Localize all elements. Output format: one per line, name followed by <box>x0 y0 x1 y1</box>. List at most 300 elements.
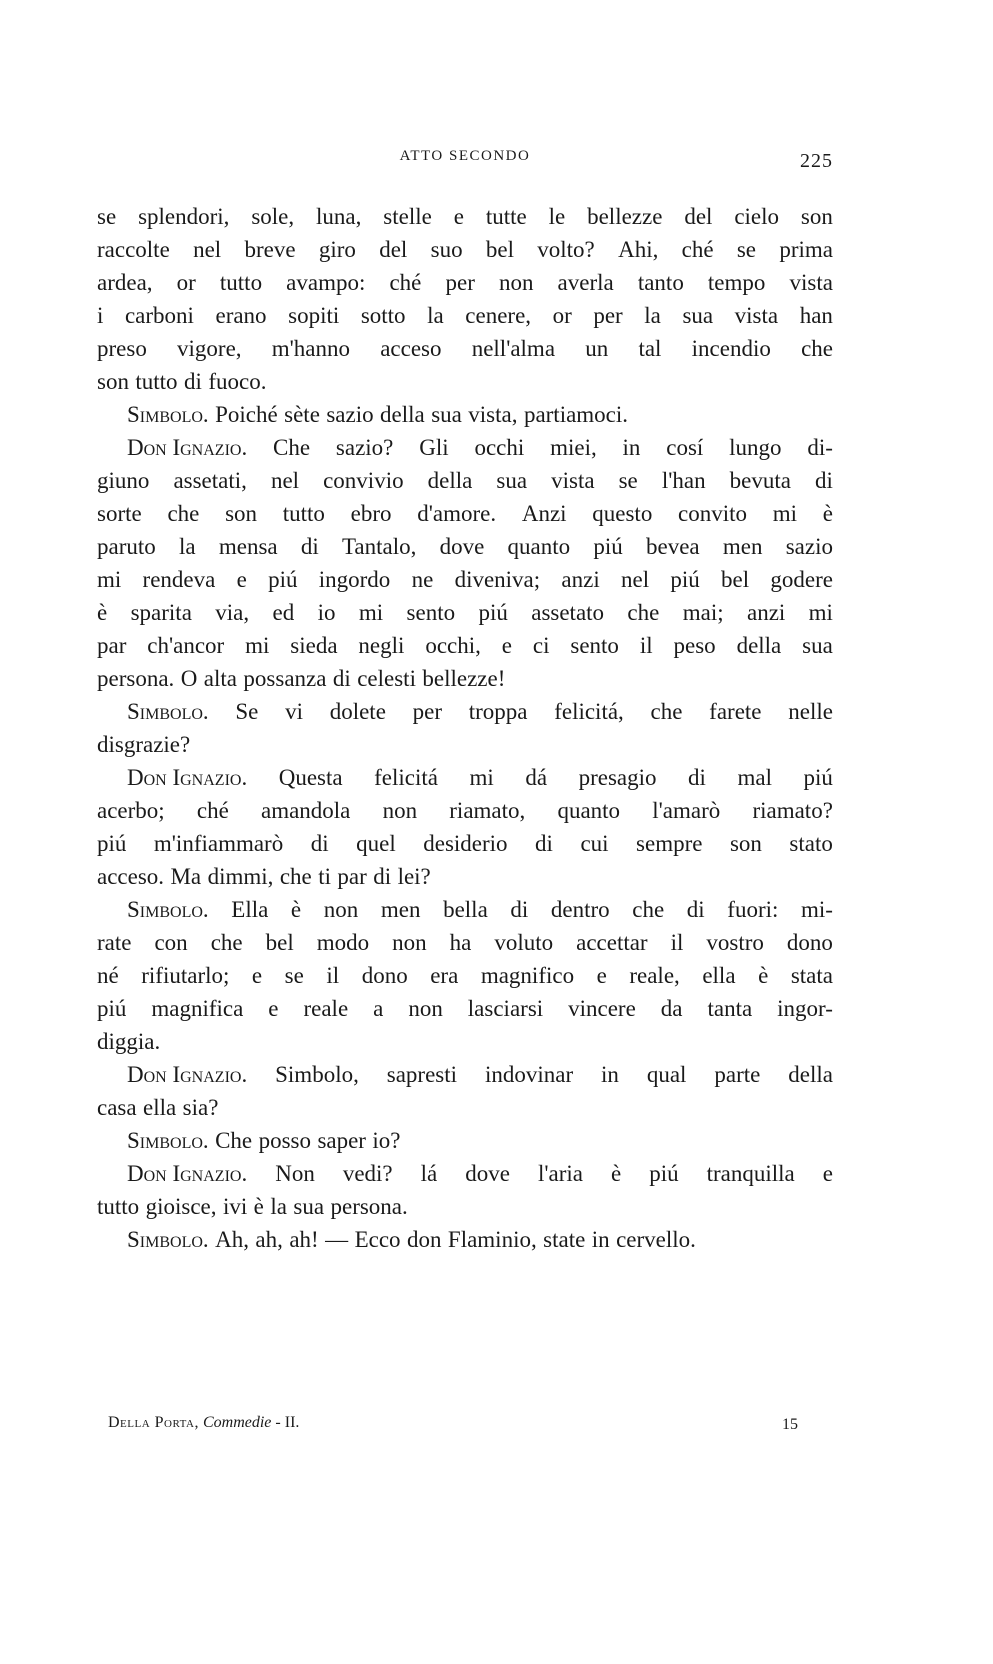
word: vedi? <box>342 1161 393 1186</box>
text-line <box>97 299 833 332</box>
word: era <box>430 963 459 988</box>
word: lungo <box>729 435 782 460</box>
word: Che <box>273 435 311 460</box>
word: sorte <box>97 501 142 526</box>
word: don <box>406 1227 442 1252</box>
word: e <box>596 963 607 988</box>
text-line <box>97 266 833 299</box>
text-line <box>97 464 833 497</box>
word: Ecco <box>354 1227 401 1252</box>
word: son <box>729 831 762 856</box>
word: questo <box>592 501 653 526</box>
word: dove <box>439 534 485 559</box>
word: nel <box>270 468 300 493</box>
word: non <box>323 897 359 922</box>
word: avampo: <box>286 270 366 295</box>
word: occhi, <box>425 633 481 658</box>
word: lasciarsi <box>467 996 544 1021</box>
word: lei? <box>397 864 431 889</box>
word: e <box>501 633 512 658</box>
word: vista <box>789 270 833 295</box>
word: il <box>326 963 340 988</box>
word: men <box>722 534 763 559</box>
word: da <box>660 996 683 1021</box>
text-line <box>97 200 833 233</box>
word: ti <box>318 864 331 889</box>
word: la <box>644 303 661 328</box>
text-line <box>97 992 833 1025</box>
word: un <box>585 336 609 361</box>
word: mi <box>358 600 384 625</box>
text-line <box>97 728 833 761</box>
speaker-name: Don Ignazio. <box>127 1161 248 1186</box>
word: il <box>670 930 684 955</box>
word: dono <box>786 930 833 955</box>
word: modo <box>316 930 370 955</box>
word: Poiché <box>215 402 278 427</box>
word: accettar <box>576 930 648 955</box>
word: son <box>225 501 258 526</box>
word: indovinar <box>484 1062 574 1087</box>
word: stelle <box>383 204 432 229</box>
word: bellezze <box>587 204 663 229</box>
word: a <box>373 996 384 1021</box>
text-line <box>97 497 833 530</box>
word: presagio <box>578 765 657 790</box>
word: volto? <box>537 237 595 262</box>
word: occhi <box>474 435 525 460</box>
text-line <box>97 662 833 695</box>
speaker-name: Simbolo. <box>127 1227 209 1252</box>
word: vista <box>551 468 595 493</box>
word: mi <box>469 765 494 790</box>
speech-paragraph <box>97 695 833 761</box>
word: mai; <box>682 600 724 625</box>
text-line <box>97 365 833 398</box>
word: vostro <box>706 930 764 955</box>
word: sempre <box>636 831 703 856</box>
word: che <box>627 600 660 625</box>
running-head-title: ATTO SECONDO <box>399 148 531 164</box>
word: l'aria <box>537 1161 583 1186</box>
word: vincere <box>568 996 636 1021</box>
word: mi <box>772 501 798 526</box>
word: riamato? <box>752 798 833 823</box>
word: il <box>639 633 653 658</box>
text-line <box>97 1223 833 1256</box>
word: or <box>176 270 196 295</box>
word: cosí <box>666 435 704 460</box>
word: cui <box>580 831 609 856</box>
word: vista <box>734 303 779 328</box>
word: desiderio <box>423 831 508 856</box>
word: sieda <box>290 633 338 658</box>
word: tutto <box>219 270 263 295</box>
word: par <box>337 864 367 889</box>
word: averla <box>557 270 614 295</box>
word: fuori: <box>727 897 779 922</box>
word: peso <box>673 633 716 658</box>
text-line <box>97 1124 833 1157</box>
word: è <box>822 501 833 526</box>
word: sazio <box>785 534 833 559</box>
word: cielo <box>734 204 780 229</box>
word: se <box>284 963 304 988</box>
word: ella <box>702 963 736 988</box>
word: la <box>270 1194 287 1219</box>
word: ella <box>143 1095 177 1120</box>
word: mi <box>97 567 122 592</box>
text-line <box>97 761 833 794</box>
word: Questa <box>278 765 343 790</box>
word: ché <box>389 270 422 295</box>
word: han <box>799 303 833 328</box>
word: che <box>632 897 665 922</box>
word: nelle <box>788 699 833 724</box>
footer-work: Commedie <box>202 1414 272 1431</box>
word: per <box>412 699 442 724</box>
page-footer <box>108 1414 843 1438</box>
word: è <box>758 963 769 988</box>
word: riamato, <box>449 798 526 823</box>
word: sapresti <box>386 1062 458 1087</box>
word: luna, <box>316 204 362 229</box>
word: rate <box>97 930 132 955</box>
word: in <box>622 435 641 460</box>
text-line <box>97 398 833 431</box>
word: felicitá, <box>554 699 624 724</box>
word: di <box>686 897 705 922</box>
word: persona. <box>330 1194 408 1219</box>
word: carboni <box>124 303 194 328</box>
word: — <box>325 1227 349 1252</box>
speaker-name: Don Ignazio. <box>127 765 248 790</box>
word: vista, <box>468 402 518 427</box>
word: suo <box>430 237 463 262</box>
word: di <box>373 864 392 889</box>
word: piú <box>649 1161 679 1186</box>
word: bevuta <box>729 468 791 493</box>
speaker-name: Simbolo. <box>127 699 209 724</box>
word: di <box>332 666 351 691</box>
word: celesti <box>357 666 416 691</box>
word: Anzi <box>521 501 567 526</box>
word: sotto <box>360 303 406 328</box>
word: stata <box>790 963 833 988</box>
word: troppa <box>468 699 528 724</box>
word: ingor- <box>777 996 833 1021</box>
word: tanto <box>637 270 684 295</box>
word: mi- <box>801 897 833 922</box>
word: di- <box>807 435 833 460</box>
word: acceso. <box>97 864 165 889</box>
word: raccolte <box>97 237 170 262</box>
word: lá <box>420 1161 438 1186</box>
speaker-name: Don Ignazio. <box>127 1062 248 1087</box>
word: le <box>548 204 566 229</box>
speech-paragraph <box>97 431 833 695</box>
word: ne <box>411 567 434 592</box>
word: in <box>601 1062 619 1087</box>
word: nell'alma <box>471 336 556 361</box>
word: e <box>453 204 464 229</box>
word: incendio <box>691 336 771 361</box>
word: dove <box>465 1161 510 1186</box>
speech-paragraph <box>97 1058 833 1124</box>
word: e <box>236 567 247 592</box>
page-number: 225 <box>800 150 833 172</box>
word: dentro <box>550 897 610 922</box>
word: in <box>591 1227 610 1252</box>
word: qual <box>646 1062 687 1087</box>
word: che <box>279 864 312 889</box>
word: rendeva <box>142 567 216 592</box>
word: Non <box>275 1161 315 1186</box>
word: Ah, <box>215 1227 249 1252</box>
text-line <box>97 860 833 893</box>
word: via, <box>215 600 250 625</box>
word: possanza <box>243 666 327 691</box>
word: par <box>97 633 127 658</box>
text-line <box>97 596 833 629</box>
word: bel <box>265 930 294 955</box>
word: Ahi, <box>618 237 659 262</box>
word: m'hanno <box>271 336 350 361</box>
word: bella <box>443 897 488 922</box>
word: del <box>684 204 713 229</box>
word: se <box>97 204 117 229</box>
running-head <box>97 146 833 170</box>
word: di <box>688 765 706 790</box>
speech-paragraph <box>97 1124 833 1157</box>
word: tal <box>638 336 662 361</box>
word: sua <box>496 468 528 493</box>
word: ch'ancor <box>147 633 225 658</box>
word: l'amarò <box>652 798 721 823</box>
word: i <box>97 303 104 328</box>
text-line <box>97 1025 833 1058</box>
word: piú <box>803 765 833 790</box>
word: anzi <box>561 567 600 592</box>
word: sia? <box>182 1095 219 1120</box>
word: parte <box>714 1062 761 1087</box>
word: sua <box>682 303 714 328</box>
word: mi <box>245 633 270 658</box>
footer-volume: - II. <box>275 1414 300 1431</box>
word: breve <box>244 237 296 262</box>
word: persona. <box>97 666 175 691</box>
text-line <box>97 629 833 662</box>
word: stato <box>789 831 833 856</box>
word: disgrazie? <box>97 732 191 757</box>
word: piú <box>593 534 623 559</box>
word: gioisce, <box>145 1194 217 1219</box>
word: or <box>552 303 572 328</box>
word: mi <box>808 600 833 625</box>
word: alta <box>203 666 237 691</box>
signature-mark: 15 <box>782 1416 798 1433</box>
word: diveniva; <box>454 567 541 592</box>
word: la <box>427 303 444 328</box>
word: piú <box>268 567 298 592</box>
word: ché <box>196 798 229 823</box>
word: dá <box>525 765 548 790</box>
word: che <box>801 336 833 361</box>
text-line <box>97 563 833 596</box>
word: partiamoci. <box>523 402 629 427</box>
word: ardea, <box>97 270 153 295</box>
word: godere <box>770 567 833 592</box>
word: piú <box>670 567 700 592</box>
speech-paragraph <box>97 398 833 431</box>
word: convivio <box>323 468 404 493</box>
text-line <box>97 431 833 464</box>
word: di <box>310 831 329 856</box>
word: sua <box>293 1194 325 1219</box>
word: saper <box>317 1128 366 1153</box>
word: sazio <box>326 402 374 427</box>
word: ché <box>681 237 714 262</box>
word: convito <box>678 501 748 526</box>
word: se <box>736 237 757 262</box>
word: sète <box>284 402 320 427</box>
word: ingordo <box>318 567 391 592</box>
word: dolete <box>329 699 386 724</box>
word: rifiutarlo; <box>141 963 230 988</box>
text-line <box>97 794 833 827</box>
word: non <box>498 270 534 295</box>
word: tutto <box>135 369 178 394</box>
word: e <box>251 963 263 988</box>
word: Che <box>215 1128 253 1153</box>
word: tanta <box>707 996 753 1021</box>
word: di <box>510 897 529 922</box>
speaker-name: Simbolo. <box>127 1128 209 1153</box>
word: sento <box>570 633 619 658</box>
word: splendori, <box>138 204 230 229</box>
word: di <box>184 369 202 394</box>
word: reale <box>303 996 349 1021</box>
word: tutto <box>97 1194 140 1219</box>
word: la <box>179 534 196 559</box>
word: voluto <box>494 930 554 955</box>
word: e <box>822 1161 833 1186</box>
speaker-name: Don Ignazio. <box>127 435 248 460</box>
word: è <box>97 600 108 625</box>
word: che <box>167 501 200 526</box>
word: per <box>593 303 623 328</box>
word: Tantalo, <box>341 534 417 559</box>
speaker-name: Simbolo. <box>127 897 209 922</box>
word: né <box>97 963 119 988</box>
word: ebro <box>350 501 392 526</box>
word: per <box>445 270 475 295</box>
word: cenere, <box>465 303 532 328</box>
word: sua <box>802 633 833 658</box>
word: Ma <box>170 864 202 889</box>
speaker-name: Simbolo. <box>127 402 209 427</box>
text-line <box>97 233 833 266</box>
word: Ella <box>231 897 269 922</box>
word: vi <box>285 699 303 724</box>
word: men <box>380 897 421 922</box>
word: prima <box>779 237 833 262</box>
word: quanto <box>557 798 621 823</box>
word: nel <box>193 237 222 262</box>
text-line <box>97 695 833 728</box>
word: tempo <box>707 270 766 295</box>
word: sazio? <box>335 435 394 460</box>
word: della <box>380 402 425 427</box>
word: è <box>253 1194 264 1219</box>
word: bel <box>485 237 514 262</box>
word: della <box>788 1062 833 1087</box>
word: di <box>300 534 319 559</box>
word: mal <box>737 765 772 790</box>
word: sole, <box>251 204 295 229</box>
word: magnifica <box>151 996 244 1021</box>
word: di <box>814 468 833 493</box>
word: ah! <box>289 1227 319 1252</box>
text-line <box>97 827 833 860</box>
word: l'han <box>661 468 706 493</box>
word: della <box>736 633 782 658</box>
word: fuoco. <box>208 369 267 394</box>
word: cervello. <box>616 1227 696 1252</box>
word: dimmi, <box>207 864 274 889</box>
word: O <box>180 666 198 691</box>
speech-paragraph <box>97 761 833 893</box>
word: tutto <box>282 501 325 526</box>
text-line <box>97 530 833 563</box>
word: mensa <box>218 534 278 559</box>
word: con <box>154 930 188 955</box>
word: bellezze! <box>422 666 506 691</box>
word: ah, <box>255 1227 283 1252</box>
word: sopiti <box>288 303 340 328</box>
word: son <box>800 204 833 229</box>
word: bel <box>721 567 750 592</box>
word: io <box>317 600 336 625</box>
text-line <box>97 1091 833 1124</box>
word: son <box>97 369 129 394</box>
word: bevea <box>646 534 700 559</box>
word: miei, <box>550 435 597 460</box>
word: nel <box>621 567 650 592</box>
word: sento <box>406 600 456 625</box>
word: farete <box>709 699 762 724</box>
word: assetati, <box>173 468 247 493</box>
text-line <box>97 1157 833 1190</box>
word: posso <box>258 1128 311 1153</box>
word: Simbolo, <box>275 1062 359 1087</box>
word: casa <box>97 1095 137 1120</box>
word: e <box>268 996 279 1021</box>
word: sua <box>431 402 462 427</box>
word: magnifico <box>480 963 575 988</box>
continuation-paragraph <box>97 200 833 398</box>
word: che <box>210 930 243 955</box>
word: acceso <box>380 336 442 361</box>
footer-citation <box>108 1414 299 1432</box>
word: amandola <box>260 798 351 823</box>
word: ha <box>449 930 472 955</box>
word: di <box>535 831 553 856</box>
word: diggia. <box>97 1029 161 1054</box>
speech-paragraph <box>97 1223 833 1256</box>
word: ed <box>272 600 295 625</box>
text-line <box>97 893 833 926</box>
